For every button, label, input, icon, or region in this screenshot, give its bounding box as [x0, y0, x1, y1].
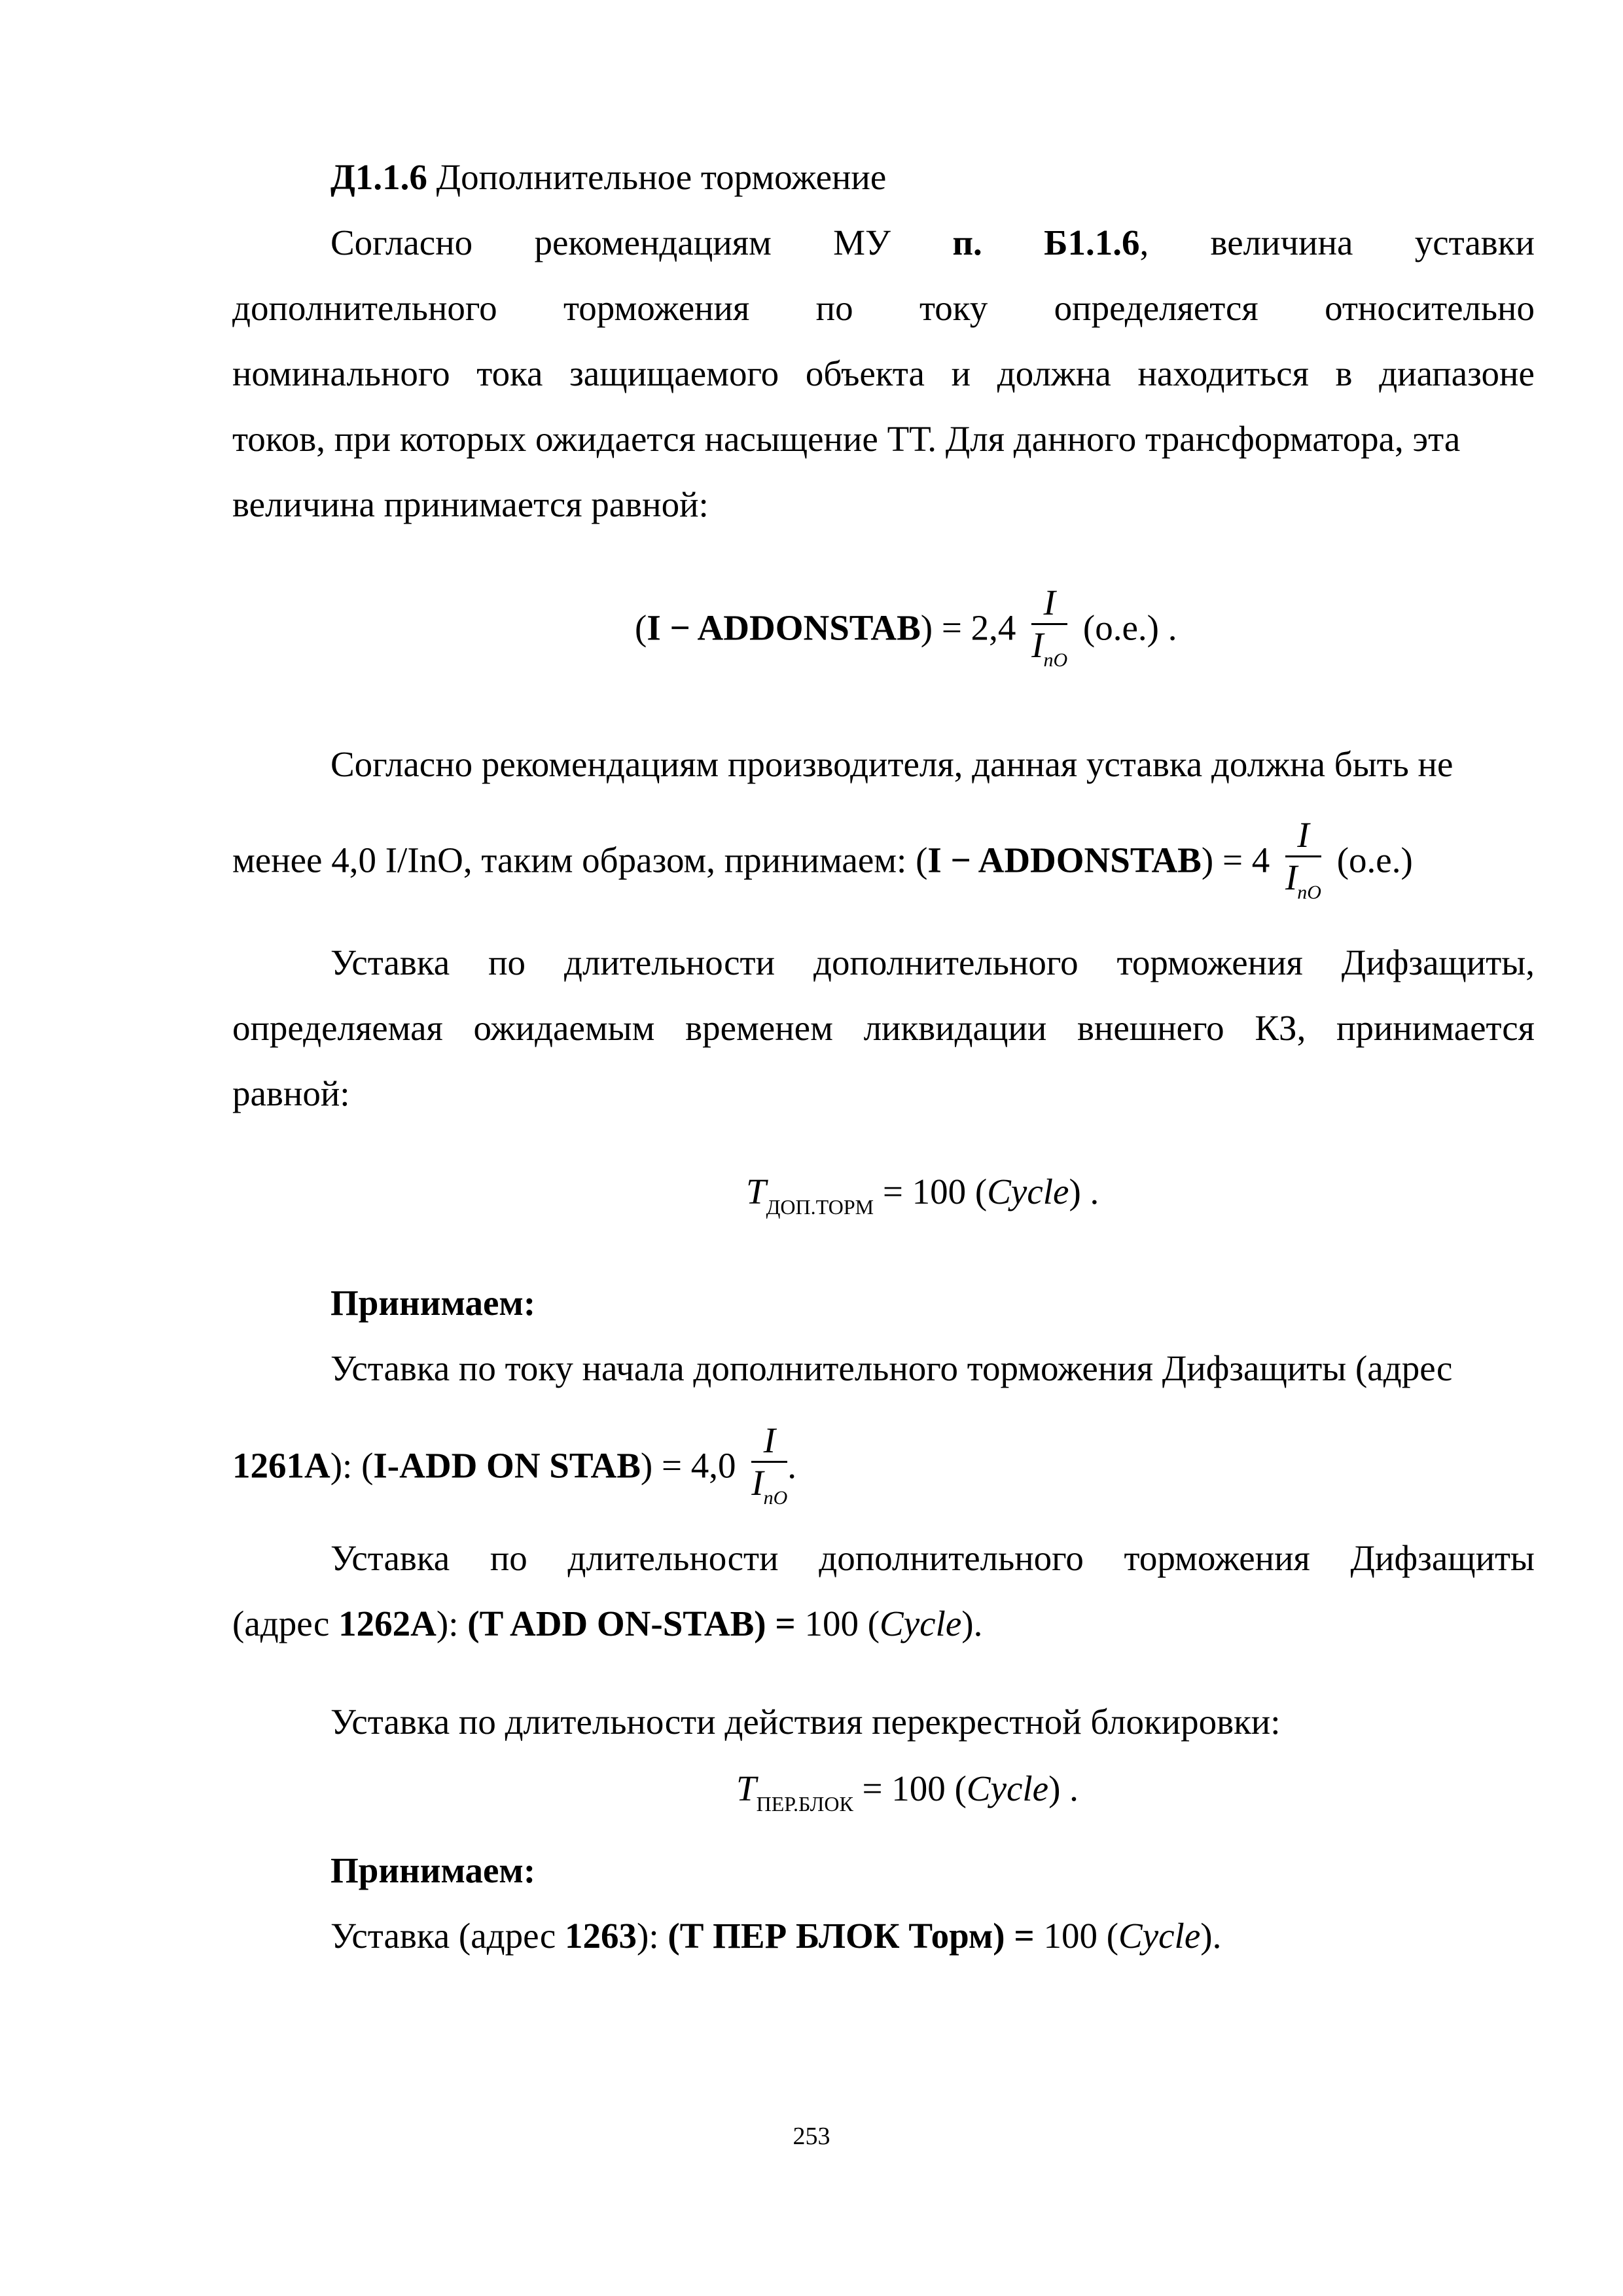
setting-name: I-ADD ON STAB — [373, 1445, 641, 1486]
word: внешнего — [1077, 1008, 1224, 1048]
word: должна — [997, 353, 1111, 393]
word: уставки — [1414, 223, 1535, 262]
formula-eq: = 100 — [853, 1768, 955, 1808]
word: относительно — [1325, 288, 1535, 328]
word: Согласно — [330, 223, 473, 262]
fraction-numerator: I — [763, 1420, 776, 1460]
fraction — [751, 1420, 787, 1518]
word: Уставка — [330, 1538, 450, 1578]
word: Дифзащиты, — [1341, 942, 1535, 982]
text: менее 4,0 I/InO, таким образом, принимаем: — [232, 840, 916, 880]
p1-line3 — [232, 352, 1535, 395]
p1-line4: токов, при которых ожидается насыщение ТТ. Для данного трансформатора, эта — [232, 419, 1461, 459]
p2-line2 — [232, 815, 1413, 913]
formula-symbol: T — [736, 1768, 757, 1808]
word: по — [488, 942, 526, 982]
setting-name: (T ADD ON-STAB) = — [467, 1604, 796, 1643]
paren: ( — [916, 840, 928, 880]
word: по — [490, 1538, 527, 1578]
word: номинального — [232, 353, 450, 393]
p1-line1 — [330, 221, 1535, 264]
word: защищаемого — [569, 353, 779, 393]
p3-line3: равной: — [232, 1073, 350, 1113]
formula-unit: Cycle — [1118, 1916, 1201, 1956]
word: Дифзащиты — [1350, 1538, 1535, 1578]
accept-label: Принимаем: — [330, 1850, 536, 1890]
p4-line2 — [232, 1420, 796, 1518]
section-title: Дополнительное торможение — [436, 157, 887, 197]
word: определяемая — [232, 1008, 443, 1048]
word: Уставка — [330, 942, 450, 982]
word: тока — [476, 353, 543, 393]
accept-heading-1 — [330, 1282, 535, 1325]
den-symbol: I — [1031, 625, 1044, 665]
text: Уставка (адрес — [330, 1916, 565, 1956]
formula-symbol: T — [746, 1172, 766, 1211]
page-number: 253 — [793, 2123, 830, 2150]
punct: . — [973, 1604, 983, 1643]
p1-line2 — [232, 287, 1535, 330]
den-subscript: nO — [763, 1487, 788, 1509]
text: (адрес — [232, 1604, 339, 1643]
den-symbol: I — [751, 1463, 764, 1503]
word: объекта — [805, 353, 925, 393]
formula-unit: Cycle — [966, 1768, 1049, 1808]
formula-unit: Cycle — [880, 1604, 962, 1643]
word: величина — [1210, 223, 1353, 262]
word: току — [919, 288, 988, 328]
fraction-denominator — [1285, 857, 1321, 913]
punct: . — [1212, 1916, 1222, 1956]
word: и — [951, 353, 971, 393]
formula-unit: (о.е.) . — [1082, 607, 1177, 648]
p3-line2 — [232, 1007, 1535, 1050]
accept-label: Принимаем: — [330, 1283, 536, 1323]
address: 1263 — [565, 1916, 637, 1956]
word: МУ — [833, 223, 891, 262]
word: рекомендациям — [534, 223, 772, 262]
word: диапазоне — [1379, 353, 1535, 393]
punct: , — [1139, 223, 1149, 262]
formula-addonstab-1 — [635, 583, 1177, 681]
word: ликвидации — [863, 1008, 1047, 1048]
word: дополнительного — [819, 1538, 1084, 1578]
p4-line1: Уставка по току начала дополнительного торможения Дифзащиты (адрес — [330, 1348, 1453, 1388]
fraction-denominator — [1031, 625, 1067, 681]
word: торможения — [1116, 942, 1303, 982]
formula-subscript: ДОП.ТОРМ — [766, 1195, 874, 1219]
p3-line1 — [330, 941, 1535, 984]
formula-eq: ) = 4,0 — [640, 1445, 736, 1486]
punct: . — [1080, 1172, 1099, 1211]
ref-bold: Б1.1.6 — [1044, 223, 1140, 262]
punct: ): — [637, 1916, 668, 1956]
fraction-numerator: I — [1043, 583, 1056, 622]
section-number: Д1.1.6 — [330, 157, 427, 197]
accept-heading-2 — [330, 1849, 535, 1892]
fraction — [1031, 583, 1067, 681]
formula-eq: = 2,4 — [933, 607, 1016, 648]
word: находиться — [1137, 353, 1309, 393]
word: длительности — [563, 942, 776, 982]
word: длительности — [567, 1538, 779, 1578]
word: дополнительного — [232, 288, 497, 328]
formula-t-dop-torm: $T_{ДОП.ТОРМ} = 100$ (Cycle) . — [746, 1172, 1099, 1219]
word: торможения — [1124, 1538, 1310, 1578]
formula-eq: = 100 — [874, 1172, 975, 1211]
paren: ) — [920, 607, 933, 648]
formula-unit: Cycle — [987, 1172, 1069, 1211]
formula-name: I − ADDONSTAB — [927, 840, 1202, 880]
setting-value: 100 — [795, 1604, 868, 1643]
den-symbol: I — [1285, 857, 1298, 897]
word: в — [1335, 353, 1353, 393]
fraction-numerator: I — [1297, 815, 1310, 855]
p6-line1: Уставка по длительности действия перекрестной блокировки: — [330, 1702, 1281, 1742]
formula-name: I − ADDONSTAB — [647, 607, 921, 648]
address: 1261А — [232, 1445, 330, 1486]
punct: ): — [436, 1604, 468, 1643]
formula-t-per-blok: $T_{ПЕР.БЛОК} = 100$ (Cycle) . — [736, 1768, 1079, 1816]
p2-line1: Согласно рекомендациям производителя, данная уставка должна быть не — [330, 744, 1454, 784]
fraction — [1285, 815, 1321, 913]
word: торможения — [563, 288, 750, 328]
punct: . — [1060, 1768, 1079, 1808]
p1-line5: величина принимается равной: — [232, 484, 709, 524]
paren: ( — [635, 607, 647, 648]
den-subscript: nO — [1043, 649, 1068, 671]
punct: . — [787, 1445, 796, 1486]
word: дополнительного — [813, 942, 1079, 982]
paren: ) — [1201, 840, 1214, 880]
word: по — [815, 288, 853, 328]
setting-value: 100 — [1034, 1916, 1107, 1956]
formula-eq: = 4 — [1213, 840, 1270, 880]
word: определяется — [1054, 288, 1258, 328]
word: временем — [685, 1008, 833, 1048]
punct: ): ( — [330, 1445, 374, 1486]
formula-unit: (о.е.) — [1336, 840, 1413, 880]
word: КЗ, — [1255, 1008, 1306, 1048]
address: 1262А — [338, 1604, 437, 1643]
fraction-denominator — [751, 1463, 787, 1518]
setting-name: (Т ПЕР БЛОК Торм) = — [668, 1916, 1035, 1956]
word: ожидаемым — [473, 1008, 655, 1048]
p5-line2: (адрес 1262А): (T ADD ON-STAB) = 100 (Cycle). — [232, 1604, 983, 1643]
word: принимается — [1336, 1008, 1535, 1048]
ref-group — [1044, 221, 1149, 264]
formula-subscript: ПЕР.БЛОК — [756, 1792, 853, 1816]
p5-line1 — [330, 1537, 1535, 1580]
p7-line1: Уставка (адрес 1263): (Т ПЕР БЛОК Торм) = 100 (Cycle). — [330, 1916, 1222, 1956]
ref-bold: п. — [952, 223, 982, 262]
den-subscript: nO — [1297, 882, 1321, 903]
